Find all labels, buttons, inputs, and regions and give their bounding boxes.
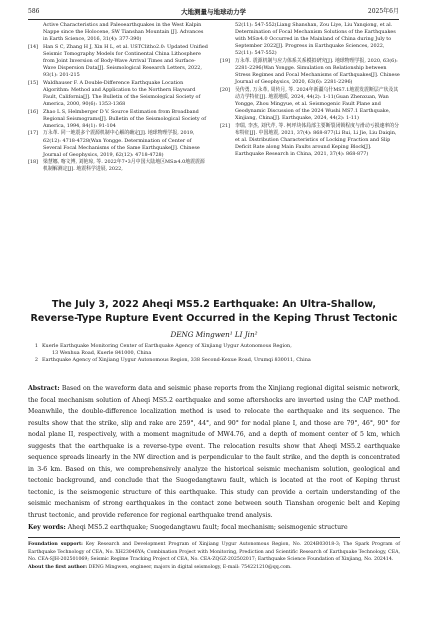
affiliation-text: Earthquake Agency of Xinjiang Uygur Autonomous Region, 338 Second-Kexue Road, Urumqi 830011, China: [42, 357, 311, 364]
issue-date: 2025年6月: [367, 8, 399, 15]
affiliation-item: [28, 350, 400, 357]
reference-column-left: [28, 22, 208, 174]
reference-column-right: [220, 22, 400, 159]
reference-item: [28, 44, 208, 79]
reference-item: [220, 58, 400, 86]
reference-number: [220, 22, 235, 57]
reference-text: 52(11): 547-552(Liang Shanshan, Zou Liye, Liu Yanqiong, et al. Determination of Focal Mechanism Solutions of the Earthquakes with MS≥4.0 Occurred in the Mainland of China during July to September 2022[J]. Progress in Earthquake Sciences, 2022, 52(11): 547-552): [235, 22, 396, 57]
affiliation-text: Kuerle Earthquake Monitoring Center of Earthquake Agency of Xinjiang Uygur Autonomous Region,: [42, 343, 292, 349]
reference-item: [28, 22, 208, 43]
reference-item: [28, 159, 208, 173]
reference-text: Active Characteristics and Paleoearthquakes in the West Kalpin Nappe since the Holocene, SW Tianshan Mountain [J]. Advances in Earth Science, 2016, 31(4): 377-390): [43, 22, 204, 43]
reference-number: [17]: [28, 130, 39, 137]
footnotes: [28, 541, 400, 571]
english-title: The July 3, 2022 Aheqi MS5.2 Earthquake: An Ultra-Shallow, Reverse-Type Rupture Event Occurred in the Keping Thrust Tectonic: [30, 299, 398, 324]
reference-number: [20]: [220, 86, 231, 93]
reference-number: [19]: [220, 57, 231, 64]
footnote-divider: [28, 537, 400, 538]
reference-item: [220, 22, 400, 57]
page-number: 586: [28, 8, 40, 15]
abstract-label: Abstract:: [28, 385, 60, 392]
footnote-foundation: [28, 541, 400, 564]
running-header: [28, 7, 399, 20]
reference-text: 吴传勇, 万永革, 周传月, 等. 2024年新疆乌什MS7.1地震发震断层产状及其动力学特征[J]. 地震地质, 2024, 44(2): 1-11(Guan Zhenxuan, Wan Yongge, Zhou Mingyue, et al. Seismogenic Fault Plane and Geodynamic Discussion of the 2024 Wushi MS7.1 Earthquake, Xinjiang, China[J]. Earthquake, 2024, 44(2): 1-11): [235, 86, 399, 122]
reference-number: [18]: [28, 159, 39, 166]
reference-text: Zhao L S, Helmberger D V. Source Estimation from Broadband Regional Seismograms[J]. Bulletin of the Seismological Society of America, 1994, 84(1): 91-104: [43, 108, 206, 129]
reference-text: 万永革. 震源机制与应力体系关系模拟研究[J]. 地球物理学报, 2020, 63(6): 2281-2296(Wan Yongge. Simulation on Relationship between Stress Regimes and Focal Mechanisms of Earthquakes[J]. Chinese Journal of Geophysics, 2020, 63(6): 2281-2296): [235, 57, 400, 86]
footnote-label: About the first author:: [28, 564, 88, 570]
reference-item: [220, 123, 400, 158]
footnote-author: [28, 564, 400, 572]
keywords-text: Aheqi MS5.2 earthquake; Suogedangtawu fault; focal mechanism; seismogenic structure: [67, 524, 348, 531]
reference-item: [28, 130, 208, 158]
affiliation-text: 13 Wenhua Road, Kuerle 841000, China: [52, 350, 152, 357]
abstract-text: Based on the waveform data and seismic phase reports from the Xinjiang regional digital seismic network, the focal mechanism solution of Aheqi MS5.2 earthquake and some aftershocks are inverted using the CAP method. Meanwhile, the double-difference localization method is used to relocate the earthquake and its sequence. The results show that the strike, slip and rake are 259°, 44°, and 90° for nodal plane I, and those are 79°, 46°, 90° for nodal plane II, respectively, with a moment magnitude of MW4.76, and a depth of moment center of 5 km, which suggests that the earthquake is a reverse-type event. The relocation results show that Aheqi MS5.2 earthquake sequence spreads linearly in the NW direction and is perpendicular to the fault strike, and the depth is concentrated in 3-6 km. Based on this, we comprehensively analyze the historical seismic mechanism solution, geological and tectonic background, and conclude that the Suogedangtawu fault, which is located at the root of Keping thrust tectonic, is the seismogenic structure of this earthquake. This study can provide a certain understanding of the seismic mechanism of strong earthquakes in the contact zone between south Tianshan orogenic belt and Keping thrust tectonic, and provide reference for regional earthquake trend analysis.: [28, 385, 401, 520]
affiliation-item: [28, 357, 400, 364]
affiliation-number: 1: [34, 343, 38, 349]
reference-text: Waldhauser F. A Double-Difference Earthquake Location Algorithm: Method and Application to the Northern Hayward Fault, California[J]. The Bulletin of the Seismological Society of America, 2000, 90(6): 1353-1368: [43, 79, 201, 108]
footnote-text: Key Research and Development Program of Xinjiang Uygur Autonomous Region, No. 2024B03018-3; The Spark Program of Earthquake Technology of CEA, No. XH23046YA; Combination Project with Monitoring, Prediction and Scientific Research of Earthquake Technology, CEA, No. CEA-SJH-202501069; Seismic Regime Tracking Project of CEA, No. CEA-ZQGZ-202502017; Earthquake Science Foundation of Xinjiang, No. 202414.: [28, 542, 400, 563]
reference-number: [28, 22, 43, 43]
reference-item: [28, 109, 208, 130]
affiliation-number: [38, 350, 52, 357]
reference-number: [14]: [28, 43, 39, 50]
footnote-label: Foundation support:: [28, 542, 83, 547]
reference-number: [21]: [220, 122, 231, 129]
affiliations: [28, 343, 400, 365]
reference-text: 李瑞, 李杰, 刘代芹, 等. 柯坪块体局部主要断裂闭锁程度与滑动亏损速率的分布特征[J]. 中国地震, 2021, 37(4): 868-877(Li Rui, Li Jie, Liu Daiqin, et al. Distribution Characteristics of Locking Fraction and Slip Deficit Rate along Main Faults around Keping Block[J]. Earthquake Research in China, 2021, 37(4): 868-877): [235, 122, 400, 158]
affiliation-item: [28, 343, 400, 350]
footnote-text: DENG Mingwen, engineer, majors in digital seismology, E-mail: 754221210@qq.com.: [88, 564, 292, 570]
affiliation-number: 2: [34, 357, 38, 364]
reference-text: 万永革. 同一地震多个震源机制中心解的确定[J]. 地球物理学报, 2019, 62(12): 4718-4728(Wan Yongge. Determination of Center of Several Focal Mechanisms of the Same Earthquake[J]. Chinese Journal of Geophysics, 2019, 62(12): 4718-4728): [43, 130, 200, 158]
reference-text: Han S C, Zhang H J, Xin H L, et al. USTClitho2.0: Updated Unified Seismic Tomography Models for Continental China Lithosphere from Joint Inversion of Body-Wave Arrival Times and Surface-Wave Dispersion Data[J]. Seismological Research Letters, 2022, 93(1): 201-215: [43, 43, 208, 79]
reference-number: [15]: [28, 79, 39, 86]
reference-item: [28, 80, 208, 108]
author-line: DENG Mingwen¹ LI Jin²: [170, 330, 258, 339]
reference-item: [220, 87, 400, 122]
abstract: [28, 383, 400, 522]
reference-list: [28, 22, 400, 290]
reference-text: 梁慧娜, 喀文博, 刘艳琼, 等. 2022年7•3月中国大陆地区MS≥4.0地震震源机制解测定[J]. 地震科学进展, 2022,: [43, 159, 205, 173]
reference-number: [16]: [28, 108, 39, 115]
keywords-label: Key words:: [28, 524, 66, 531]
journal-name: 大地测量与地球动力学: [181, 8, 246, 16]
keywords: [28, 522, 400, 533]
